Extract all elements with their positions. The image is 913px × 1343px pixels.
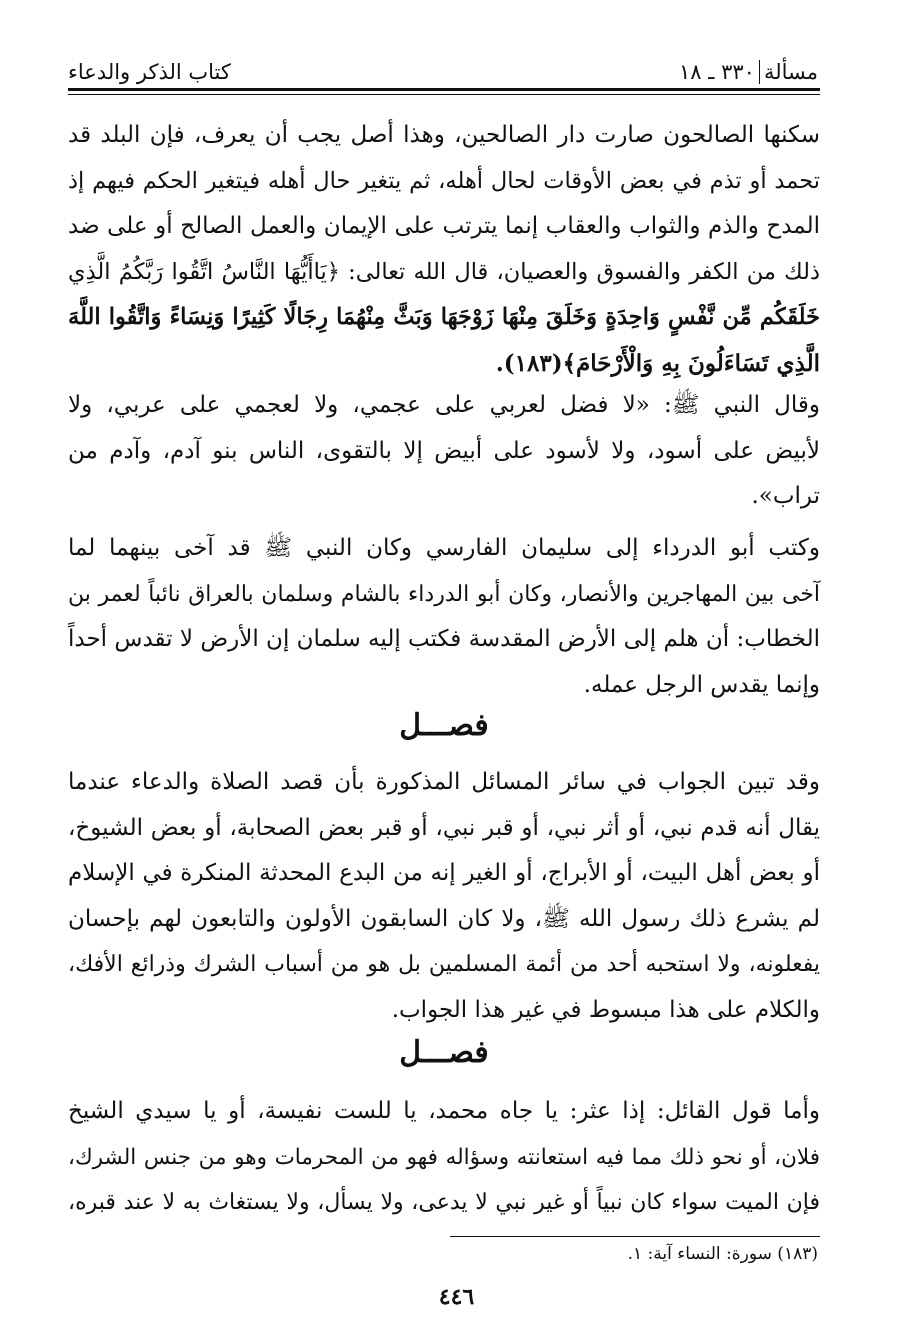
text-line: أو بعض أهل البيت، أو الأبراج، أو الغير إنه من البدع المحدثة المنكرة في الإسلام xyxy=(68,860,820,886)
text-line: آخى بين المهاجرين والأنصار، وكان أبو الدرداء بالشام وسلمان بالعراق نائباً لعمر بن xyxy=(68,581,820,607)
quran-verse-line: خَلَقَكُم مِّن نَّفْسٍ وَاحِدَةٍ وَخَلَقَ مِنْهَا زَوْجَهَا وَبَثَّ مِنْهُمَا رِجَالًا كَثِيرًا وَنِسَاءً وَاتَّقُوا اللَّهَ xyxy=(68,304,820,330)
paragraph-3 xyxy=(68,526,820,708)
book-title: كتاب الذكر والدعاء xyxy=(68,60,231,84)
text-line: والكلام على هذا مبسوط في غير هذا الجواب. xyxy=(391,996,820,1023)
header-rule-thick xyxy=(68,88,820,91)
quran-verse-line: الَّذِي تَسَاءَلُونَ بِهِ وَالْأَرْحَامَ﴾(١٨٣). xyxy=(495,349,820,377)
text-line: وأما قول القائل: إذا عثر: يا جاه محمد، يا للست نفيسة، أو يا سيدي الشيخ xyxy=(68,1098,820,1124)
text-line: تراب». xyxy=(751,483,820,509)
section-heading: فصـــل xyxy=(399,708,489,743)
text-line: فلان، أو نحو ذلك مما فيه استعانته وسؤاله فهو من المحرمات وهو من جنس الشرك، xyxy=(68,1144,820,1170)
text-line: وقد تبين الجواب في سائر المسائل المذكورة بأن قصد الصلاة والدعاء عندما xyxy=(68,769,820,795)
issue-reference xyxy=(679,60,818,84)
paragraph-1 xyxy=(68,113,820,386)
text-line: تحمد أو تذم في بعض الأوقات لحال أهله، ثم يتغير حال أهله فيتغير الحكم فيهم إذ xyxy=(68,167,820,194)
footnote: (١٨٣) سورة: النساء آية: ١. xyxy=(627,1244,818,1264)
text-line: سكنها الصالحون صارت دار الصالحين، وهذا أصل يجب أن يعرف، فإن البلد قد xyxy=(68,122,820,148)
text-line: فإن الميت سواء كان نبياً أو غير نبي لا يدعى، ولا يسأل، ولا يستغاث به لا عند قبره، xyxy=(68,1190,820,1215)
paragraph-4 xyxy=(68,760,820,1033)
text-line: وكتب أبو الدرداء إلى سليمان الفارسي وكان النبي ﷺ قد آخى بينهما لما xyxy=(68,535,820,561)
issue-range: ٣٣٠ ـ ١٨ xyxy=(679,60,755,84)
header-rule-thin xyxy=(68,94,820,95)
header-separator xyxy=(759,60,760,84)
text-line: ذلك من الكفر والفسوق والعصيان، قال الله تعالى: ﴿يَاأَيُّهَا النَّاسُ اتَّقُوا رَبَّكُمُ الَّذِي xyxy=(68,258,820,285)
text-line: يفعلونه، ولا استحبه أحد من أئمة المسلمين بل هو من أسباب الشرك وذرائع الأفك، xyxy=(68,952,820,977)
text-line: وإنما يقدس الرجل عمله. xyxy=(583,671,820,698)
paragraph-5 xyxy=(68,1089,820,1226)
text-line: لم يشرع ذلك رسول الله ﷺ، ولا كان السابقون الأولون والتابعون لهم بإحسان xyxy=(68,905,820,932)
section-heading: فصـــل xyxy=(399,1035,489,1070)
paragraph-2 xyxy=(68,383,820,520)
text-line: المدح والذم والثواب والعقاب إنما يترتب على الإيمان والعمل الصالح أو على ضد xyxy=(68,213,820,239)
text-line: لأبيض على أسود، ولا لأسود على أبيض إلا بالتقوى، الناس بنو آدم، وآدم من xyxy=(68,437,820,464)
text-line: يقال أنه قدم نبي، أو أثر نبي، أو قبر نبي، أو قبر بعض الصحابة، أو بعض الشيوخ، xyxy=(68,814,820,841)
footnote-rule xyxy=(450,1236,820,1237)
running-header xyxy=(68,52,818,84)
text-line: الخطاب: أن هلم إلى الأرض المقدسة فكتب إليه سلمان إن الأرض لا تقدس أحداً xyxy=(68,626,820,652)
issue-label: مسألة xyxy=(763,60,818,84)
page-number: ٤٤٦ xyxy=(438,1284,475,1310)
text-line: وقال النبي ﷺ: «لا فضل لعربي على عجمي، ولا لعجمي على عربي، ولا xyxy=(68,392,820,418)
